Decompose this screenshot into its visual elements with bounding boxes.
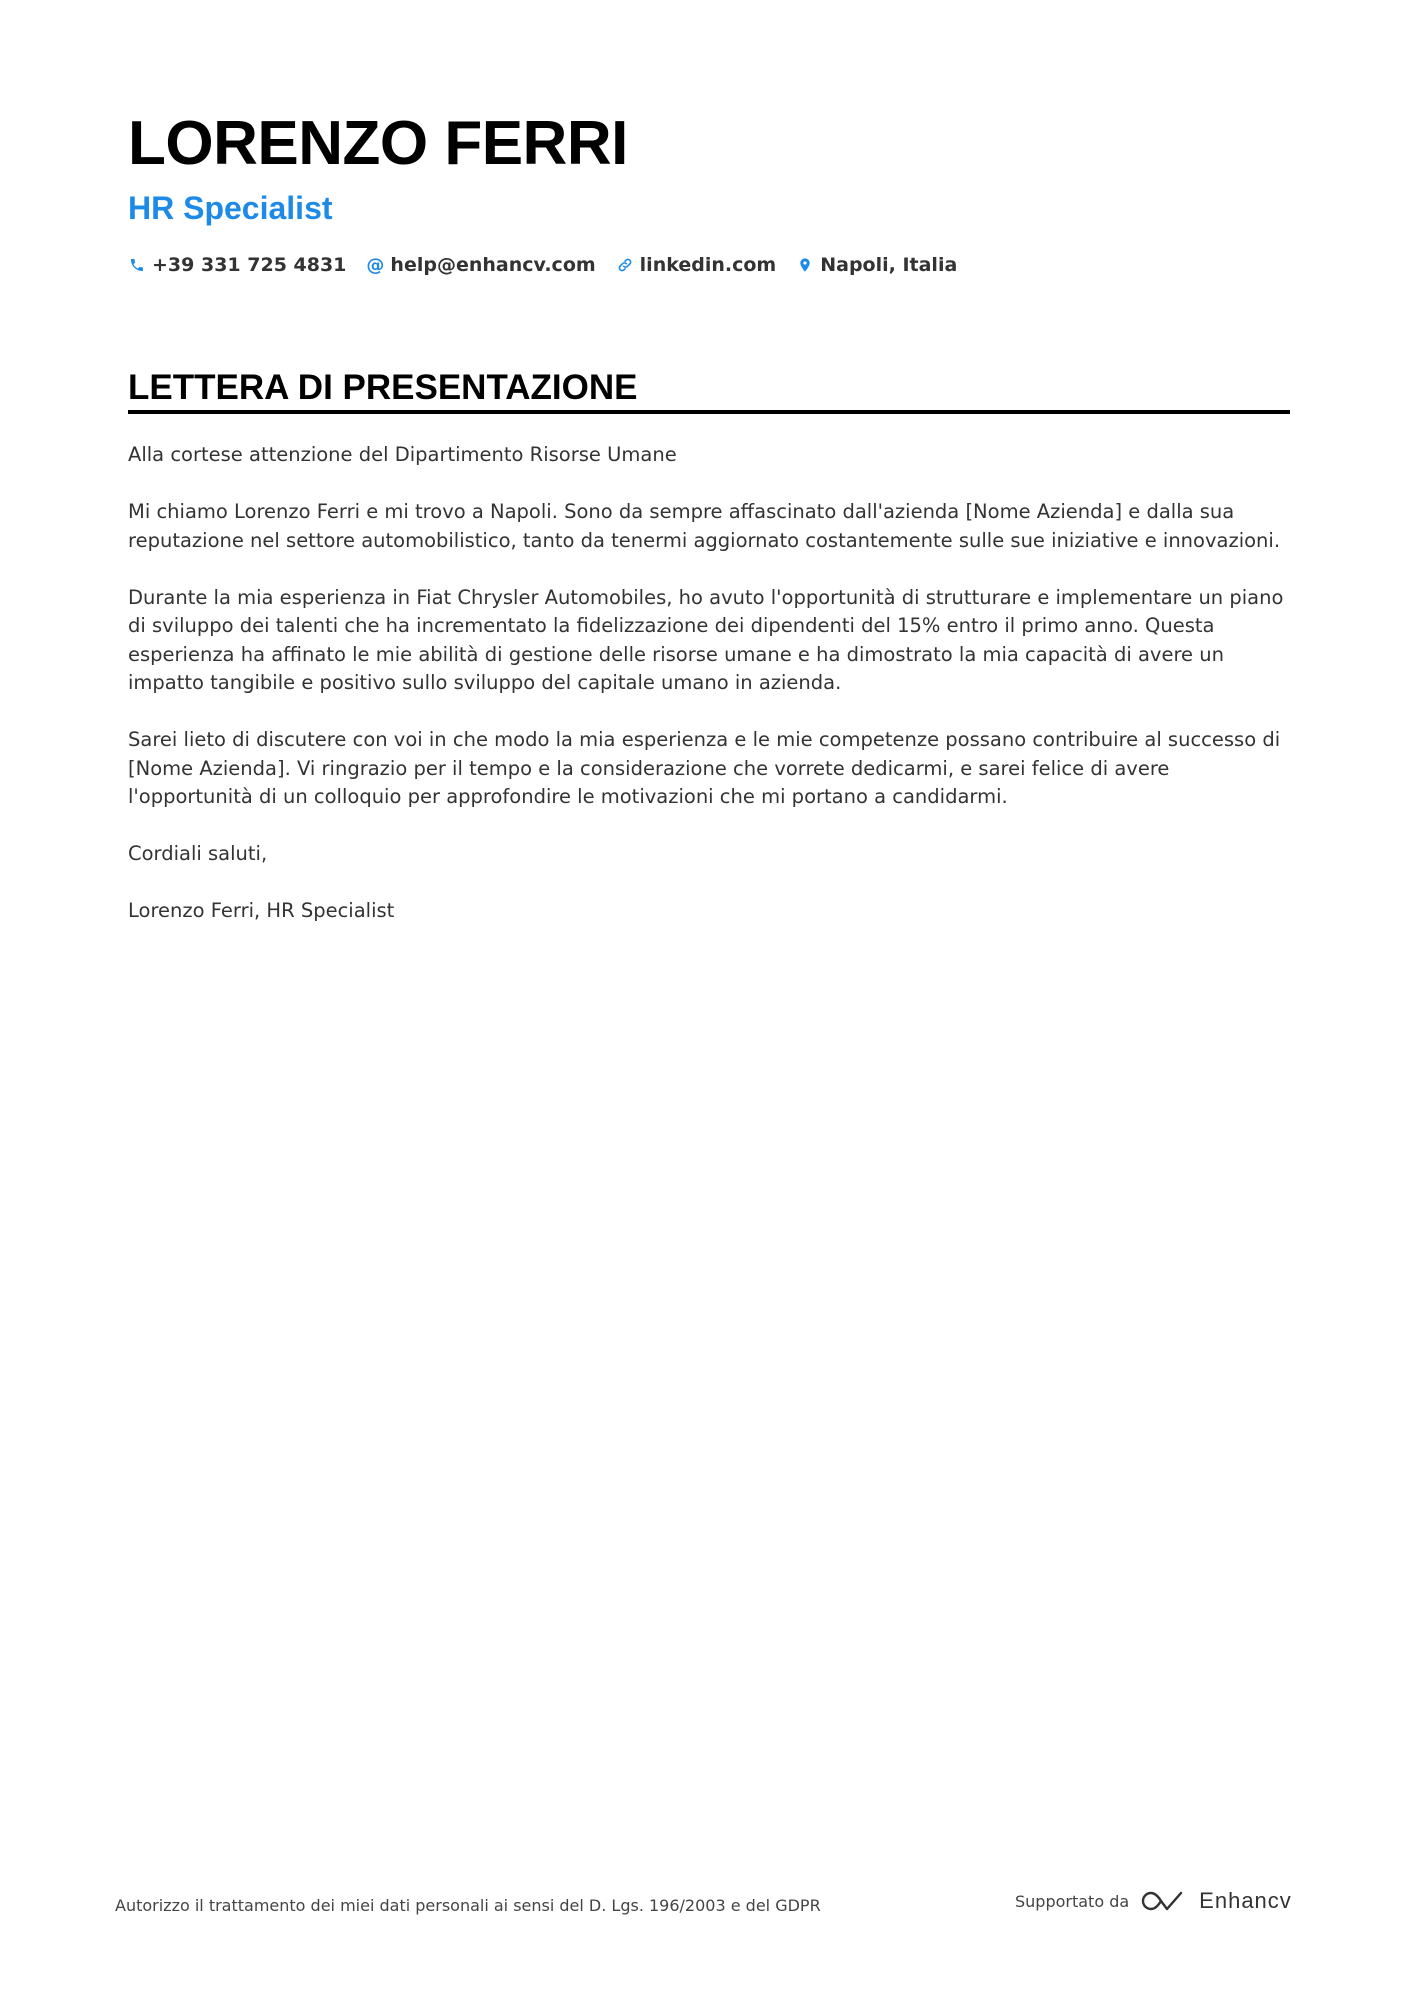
contact-linkedin[interactable] xyxy=(616,254,777,276)
candidate-name: LORENZO FERRI xyxy=(128,109,628,178)
contact-location xyxy=(796,254,957,276)
link-icon xyxy=(616,256,634,274)
at-icon: @ xyxy=(366,254,385,276)
sign-off: Cordiali saluti, xyxy=(128,842,268,865)
linkedin-text[interactable]: linkedin.com xyxy=(639,254,777,276)
paragraph-closing: Sarei lieto di discutere con voi in che modo la mia esperienza e le mie competenze possano contribuire al successo di [Nome Azienda]. Vi ringrazio per il tempo e la considerazione che vorrete dedicarmi, e sarei felice di avere l'opportunità di un colloquio per approfondire le motivazioni che mi portano a candidarmi. xyxy=(128,728,1281,808)
location-pin-icon xyxy=(796,256,814,274)
section-title: LETTERA DI PRESENTAZIONE xyxy=(128,368,638,407)
job-title: HR Specialist xyxy=(128,190,333,226)
supported-by-label: Supportato da xyxy=(1015,1891,1130,1911)
section-divider xyxy=(128,410,1290,414)
location-text: Napoli, Italia xyxy=(820,254,958,276)
contact-email[interactable] xyxy=(366,254,595,276)
paragraph-experience: Durante la mia esperienza in Fiat Chrysler Automobiles, ho avuto l'opportunità di strutturare e implementare un piano di sviluppo dei talenti che ha incrementato la fidelizzazione dei dipendenti del 15% entro il primo anno. Questa esperienza ha affinato le mie abilità di gestione delle risorse umane e ha dimostrato la mia capacità di avere un impatto tangibile e positivo sullo sviluppo del capitale umano in azienda. xyxy=(128,585,1284,694)
enhancv-logo-icon xyxy=(1141,1888,1187,1914)
salutation: Alla cortese attenzione del Dipartimento Risorse Umane xyxy=(128,443,677,466)
letter-body xyxy=(128,441,1293,954)
phone-icon xyxy=(128,256,146,274)
signature: Lorenzo Ferri, HR Specialist xyxy=(128,899,395,922)
brand-name: Enhancv xyxy=(1199,1888,1292,1913)
contact-bar xyxy=(128,254,977,276)
email-text[interactable]: help@enhancv.com xyxy=(390,254,596,276)
phone-text: +39 331 725 4831 xyxy=(152,254,347,276)
powered-by xyxy=(1015,1888,1292,1914)
contact-phone xyxy=(128,254,346,276)
paragraph-intro: Mi chiamo Lorenzo Ferri e mi trovo a Napoli. Sono da sempre affascinato dall'azienda [Nome Azienda] e dalla sua reputazione nel settore automobilistico, tanto da tenermi aggiornato costantemente sulle sue iniziative e innovazioni. xyxy=(128,500,1281,552)
privacy-consent: Autorizzo il trattamento dei miei dati personali ai sensi del D. Lgs. 196/2003 e del GDPR xyxy=(115,1896,821,1915)
